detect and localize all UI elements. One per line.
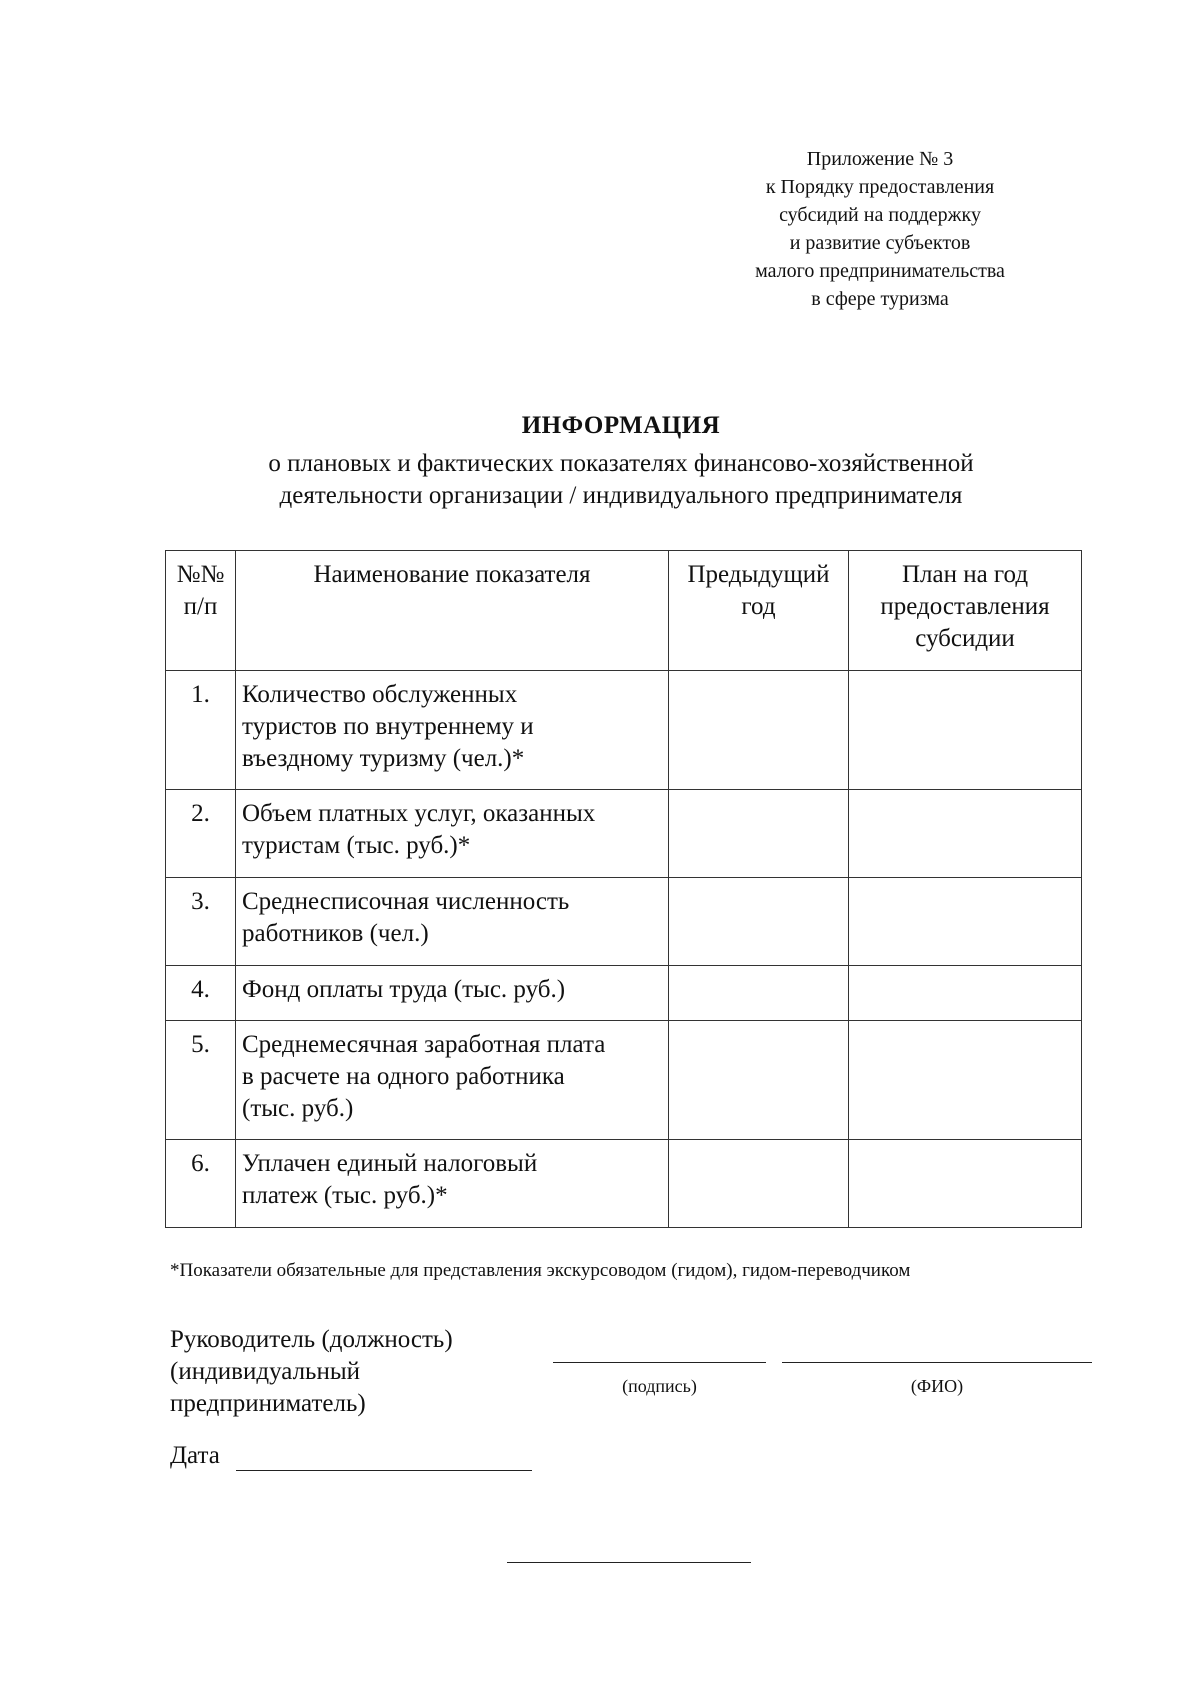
indicator-line: в расчете на одного работника (242, 1063, 565, 1090)
signature-caption: (подпись) (622, 1376, 697, 1396)
table-row (166, 1140, 1082, 1228)
indicator-name (236, 1021, 669, 1140)
indicator-name (236, 671, 669, 790)
indicators-table (165, 550, 1082, 1228)
subtitle-line: о плановых и фактических показателях финансово-хозяйственной (268, 450, 974, 477)
appendix-line: Приложение № 3 (806, 148, 954, 170)
header-previous-year-line: год (741, 593, 776, 620)
signer-line: Руководитель (должность) (170, 1326, 453, 1353)
header-number-line: п/п (183, 593, 218, 620)
appendix-line: и развитие субъектов (789, 232, 971, 254)
table-header-row (166, 551, 1082, 671)
date-label: Дата (170, 1442, 220, 1469)
previous-year-cell[interactable] (669, 878, 849, 966)
indicator-line: платеж (тыс. руб.)* (242, 1182, 448, 1209)
header-plan-year (849, 551, 1082, 671)
date-line[interactable] (236, 1470, 532, 1471)
header-previous-year (669, 551, 849, 671)
indicator-name (236, 1140, 669, 1228)
plan-year-cell[interactable] (849, 878, 1082, 966)
previous-year-cell[interactable] (669, 671, 849, 790)
signer-label (170, 1324, 453, 1420)
row-number: 1. (166, 671, 236, 790)
indicator-line: Фонд оплаты труда (тыс. руб.) (242, 976, 566, 1003)
indicator-line: Уплачен единый налоговый (242, 1150, 538, 1177)
indicator-line: Объем платных услуг, оказанных (242, 800, 596, 827)
indicator-name (236, 790, 669, 878)
indicator-name (236, 966, 669, 1021)
appendix-line: в сфере туризма (811, 288, 949, 310)
table-row (166, 878, 1082, 966)
signer-line: предприниматель) (170, 1390, 366, 1417)
header-plan-year-line: предоставления (880, 593, 1050, 620)
header-number (166, 551, 236, 671)
separator-line (507, 1562, 751, 1563)
indicator-name (236, 878, 669, 966)
indicator-line: работников (чел.) (242, 920, 429, 947)
table-row (166, 790, 1082, 878)
row-number: 6. (166, 1140, 236, 1228)
indicator-line: Среднемесячная заработная плата (242, 1031, 606, 1058)
subtitle-line: деятельности организации / индивидуального предпринимателя (279, 482, 963, 509)
plan-year-cell[interactable] (849, 1021, 1082, 1140)
header-previous-year-line: Предыдущий (687, 561, 830, 588)
indicator-line: туристам (тыс. руб.)* (242, 832, 471, 859)
row-number: 2. (166, 790, 236, 878)
full-name-caption: (ФИО) (910, 1376, 964, 1396)
appendix-header (720, 145, 1040, 313)
document-subtitle (0, 448, 1200, 512)
appendix-line: малого предпринимательства (755, 260, 1005, 282)
previous-year-cell[interactable] (669, 1140, 849, 1228)
appendix-line: к Порядку предоставления (765, 176, 995, 198)
row-number: 4. (166, 966, 236, 1021)
appendix-line: субсидий на поддержку (779, 204, 981, 226)
document-title: ИНФОРМАЦИЯ (521, 412, 721, 439)
plan-year-cell[interactable] (849, 1140, 1082, 1228)
header-number-line: №№ (176, 561, 225, 588)
indicator-line: (тыс. руб.) (242, 1095, 354, 1122)
table-row (166, 671, 1082, 790)
previous-year-cell[interactable] (669, 966, 849, 1021)
indicator-line: Количество обслуженных (242, 681, 518, 708)
indicator-line: Среднесписочная численность (242, 888, 570, 915)
footnote: *Показатели обязательные для представления экскурсоводом (гидом), гидом-переводчиком (170, 1260, 911, 1281)
indicator-line: въездному туризму (чел.)* (242, 745, 525, 772)
signer-line: (индивидуальный (170, 1358, 361, 1385)
header-plan-year-line: субсидии (915, 625, 1015, 652)
previous-year-cell[interactable] (669, 1021, 849, 1140)
header-plan-year-line: План на год (901, 561, 1029, 588)
previous-year-cell[interactable] (669, 790, 849, 878)
full-name-line[interactable] (782, 1362, 1092, 1363)
row-number: 5. (166, 1021, 236, 1140)
header-indicator-name: Наименование показателя (236, 551, 669, 671)
row-number: 3. (166, 878, 236, 966)
plan-year-cell[interactable] (849, 790, 1082, 878)
table-row (166, 966, 1082, 1021)
table-row (166, 1021, 1082, 1140)
plan-year-cell[interactable] (849, 671, 1082, 790)
plan-year-cell[interactable] (849, 966, 1082, 1021)
signature-line[interactable] (553, 1362, 766, 1363)
indicator-line: туристов по внутреннему и (242, 713, 534, 740)
